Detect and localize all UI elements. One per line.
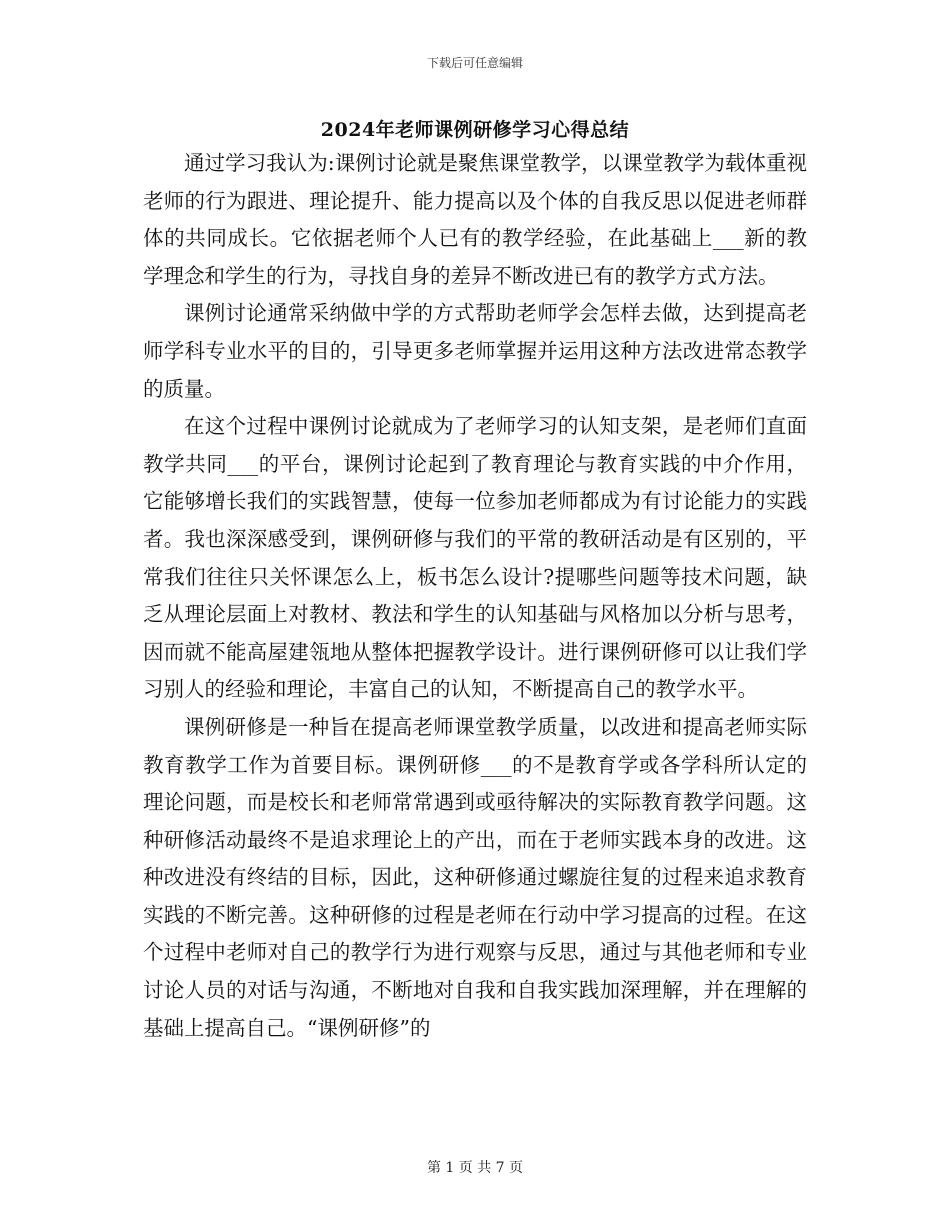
paragraph: 课例讨论通常采纳做中学的方式帮助老师学会怎样去做，达到提高老师学科专业水平的目的，引导更多老师掌握并运用这种方法改进常态教学的质量。 (143, 301, 807, 401)
paragraph: 在这个过程中课例讨论就成为了老师学习的认知支架，是老师们直面教学共同___的平台，课例讨论起到了教育理论与教育实践的中介作用，它能够增长我们的实践智慧，使每一位参加老师都成为有讨论能力的实践者。我也深深感受到，课例研修与我们的平常的教研活动是有区别的，平常我们往往只关怀课怎么上，板书怎么设计?提哪些问题等技术问题，缺乏从理论层面上对教材、教法和学生的认知基础与风格加以分析与思考，因而就不能高屋建瓴地从整体把握教学设计。进行课例研修可以让我们学习别人的经验和理论，丰富自己的认知，不断提高自己的教学水平。 (143, 414, 807, 702)
paragraph: 通过学习我认为:课例讨论就是聚焦课堂教学，以课堂教学为载体重视老师的行为跟进、理论提升、能力提高以及个体的自我反思以促进老师群体的共同成长。它依据老师个人已有的教学经验，在此基础上___新的教学理念和学生的行为，寻找自身的差异不断改进已有的教学方式方法。 (143, 151, 807, 288)
page-number: 第 1 页 共 7 页 (426, 1160, 524, 1176)
document-title: 2024年老师课例研修学习心得总结 (320, 119, 630, 141)
page-header-note: 下载后可任意编辑 (426, 56, 523, 70)
paragraph: 课例研修是一种旨在提高老师课堂教学质量，以改进和提高老师实际教育教学工作为首要目标。课例研修___的不是教育学或各学科所认定的理论问题，而是校长和老师常常遇到或亟待解决的实际教育教学问题。这种研修活动最终不是追求理论上的产出，而在于老师实践本身的改进。这种改进没有终结的目标，因此，这种研修通过螺旋往复的过程来追求教育实践的不断完善。这种研修的过程是老师在行动中学习提高的过程。在这个过程中老师对自己的教学行为进行观察与反思，通过与其他老师和专业讨论人员的对话与沟通，不断地对自我和自我实践加深理解，并在理解的基础上提高自己。“课例研修”的 (143, 714, 807, 1040)
document-body (143, 145, 807, 1047)
